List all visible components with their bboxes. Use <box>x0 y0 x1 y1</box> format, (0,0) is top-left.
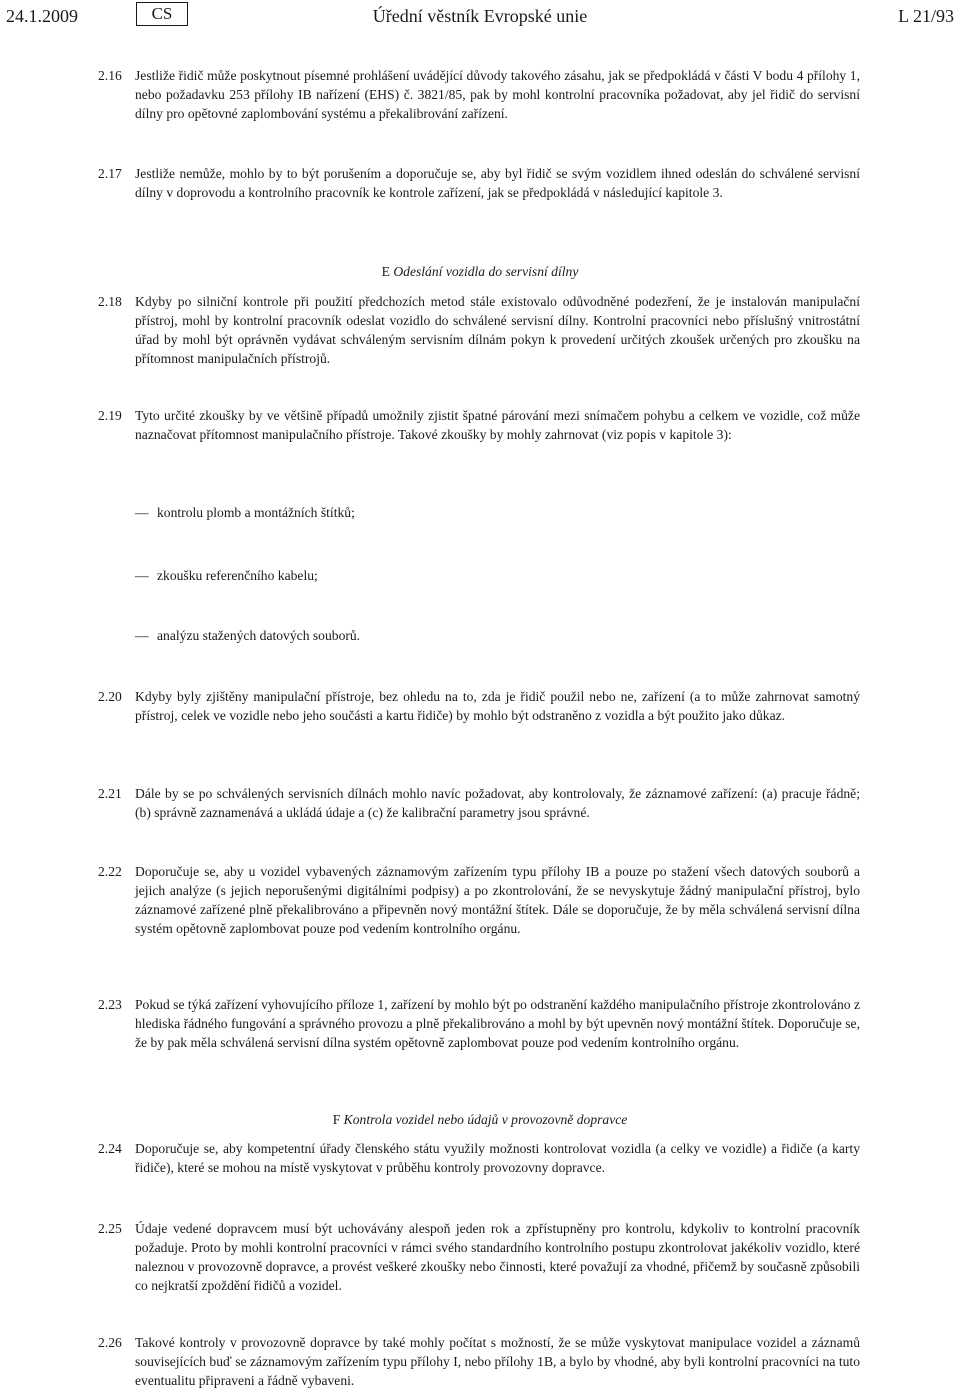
paragraph-text: Údaje vedené dopravcem musí být uchovávány alespoň jeden rok a zpřístupněny pro kontrolu, kdykoliv to kontrolní pracovník požaduje. Proto by mohli kontrolní pracovníci v rámci svého standardního kontrolního postupu zkontrolovat jakékoliv vozidlo, které naleznou v provozovně dopravce, a provést veškeré zkoušky nebo činnosti, které považují za vhodné, přičemž by současně způsobili co nejkratší zpoždění řidičů a vozidel. <box>135 1221 860 1293</box>
list-item <box>135 503 855 522</box>
paragraph-2-16 <box>98 66 860 123</box>
language-badge: CS <box>136 2 188 26</box>
paragraph-text: Jestliže nemůže, mohlo by to být porušením a doporučuje se, aby byl řidič se svým vozidlem ihned odeslán do schválené servisní dílny v doprovodu a kontrolního pracovník ke kontrole zařízení, jak se předpokládá v následující kapitole 3. <box>135 166 860 200</box>
paragraph-number: 2.23 <box>98 997 122 1012</box>
list-item-text: analýzu stažených datových souborů. <box>157 628 361 643</box>
page-header <box>0 0 960 40</box>
paragraph-number: 2.16 <box>98 68 122 83</box>
page-reference: L 21/93 <box>898 6 954 26</box>
paragraph-text: Dále by se po schválených servisních dílnách mohlo navíc požadovat, aby kontrolovaly, že záznamové zařízení: (a) pracuje řádně; (b) správně zaznamenává a ukládá údaje a (c) že kalibrační parametry jsou správné. <box>135 786 860 820</box>
paragraph-number: 2.17 <box>98 166 122 181</box>
paragraph-text: Kdyby byly zjištěny manipulační přístroje, bez ohledu na to, zda je řidič použil nebo ne, zařízení (a to může zahrnovat samotný přístroj, celek ve vozidle nebo jeho součásti a kartu řidiče) by mohlo být odstraněno z vozidla a být použito jako důkaz. <box>135 689 860 723</box>
section-heading-f <box>0 1110 960 1129</box>
section-title: Kontrola vozidel nebo údajů v provozovně dopravce <box>343 1112 628 1127</box>
section-letter: E <box>381 264 390 279</box>
list-item-text: kontrolu plomb a montážních štítků; <box>157 505 355 520</box>
paragraph-text: Takové kontroly v provozovně dopravce by také mohly počítat s možností, že se může vyskytovat manipulace vozidel a záznamů souvisejících buď se záznamovým zařízením typu přílohy I, nebo přílohy 1B, a bylo by vhodné, aby byli kontrolní pracovníci na tuto eventualitu připraveni a řádně vybaveni. <box>135 1335 860 1388</box>
paragraph-text: Jestliže řidič může poskytnout písemné prohlášení uvádějící důvody takového zásahu, jak se předpokládá v části V bodu 4 přílohy 1, nebo požadavku 253 přílohy IB nařízení (EHS) č. 3821/85, pak by mohl kontrolní pracovníka požadovat, aby jel řidič do servisní dílny pro opětovné zaplombování systému a překalibrování zařízení. <box>135 68 860 121</box>
section-letter: F <box>332 1112 341 1127</box>
paragraph-number: 2.20 <box>98 689 122 704</box>
paragraph-number: 2.18 <box>98 294 122 309</box>
paragraph-number: 2.25 <box>98 1221 122 1236</box>
paragraph-2-22 <box>98 862 860 938</box>
paragraph-2-23 <box>98 995 860 1052</box>
paragraph-number: 2.21 <box>98 786 122 801</box>
paragraph-2-26 <box>98 1333 860 1390</box>
list-item <box>135 566 855 585</box>
journal-title: Úřední věstník Evropské unie <box>372 6 588 26</box>
section-heading-e <box>0 262 960 281</box>
paragraph-2-18 <box>98 292 860 368</box>
paragraph-2-25 <box>98 1219 860 1295</box>
paragraph-number: 2.24 <box>98 1141 122 1156</box>
paragraph-2-20 <box>98 687 860 725</box>
list-item <box>135 626 855 645</box>
paragraph-text: Pokud se týká zařízení vyhovujícího příloze 1, zařízení by mohlo být po odstranění každého manipulačního přístroje zkontrolováno z hlediska řádného fungování a správného provozu a plně překalibrováno a mohl by být upevněn nový montážní štítek. Doporučuje se, že by pak měla schválená servisní dílna systém opětovně zaplombovat pouze pod vedením kontrolního orgánu. <box>135 997 860 1050</box>
paragraph-number: 2.26 <box>98 1335 122 1350</box>
paragraph-2-21 <box>98 784 860 822</box>
dash-marker: — <box>135 628 149 643</box>
dash-marker: — <box>135 568 149 583</box>
paragraph-number: 2.22 <box>98 864 122 879</box>
paragraph-2-24 <box>98 1139 860 1177</box>
section-title: Odeslání vozidla do servisní dílny <box>393 264 579 279</box>
list-item-text: zkoušku referenčního kabelu; <box>157 568 318 583</box>
paragraph-2-19 <box>98 406 860 444</box>
paragraph-text: Tyto určité zkoušky by ve většině případů umožnily zjistit špatné párování mezi snímačem pohybu a celkem ve vozidle, což může naznačovat přítomnost manipulačního přístroje. Takové zkoušky by mohly zahrnovat (viz popis v kapitole 3): <box>135 408 860 442</box>
dash-marker: — <box>135 505 149 520</box>
paragraph-number: 2.19 <box>98 408 122 423</box>
paragraph-text: Doporučuje se, aby kompetentní úřady členského státu využily možnosti kontrolovat vozidla (a celky ve vozidle) a řidiče (a karty řidiče), které se mohou na místě vyskytovat v průběhu kontroly provozovny dopravce. <box>135 1141 860 1175</box>
publication-date: 24.1.2009 <box>6 6 78 26</box>
paragraph-2-17 <box>98 164 860 202</box>
paragraph-text: Kdyby po silniční kontrole při použití předchozích metod stále existovalo odůvodněné podezření, že je instalován manipulační přístroj, mohl by kontrolní pracovník odeslat vozidlo do schválené servisní dílny. Kontrolní pracovníci nebo příslušný vnitrostátní úřad by mohl být oprávněn vydávat schváleným servisním dílnám pokyn k provedení určitých zkoušek určených pro zkoušku na přítomnost manipulačních přístrojů. <box>135 294 860 366</box>
paragraph-text: Doporučuje se, aby u vozidel vybavených záznamovým zařízením typu přílohy IB a pouze po stažení všech datových souborů a jejich analýze (s jejich neporušenými digitálními podpisy) a po zkontrolování, že se nevyskytuje žádný manipulační přístroj, bylo záznamové zařízené plně překalibrováno a připevněn nový montážní štítek. Dále se doporučuje, že by měla schválená servisní dílna systém opětovně zaplombovat pouze pod vedením kontrolního orgánu. <box>135 864 860 936</box>
